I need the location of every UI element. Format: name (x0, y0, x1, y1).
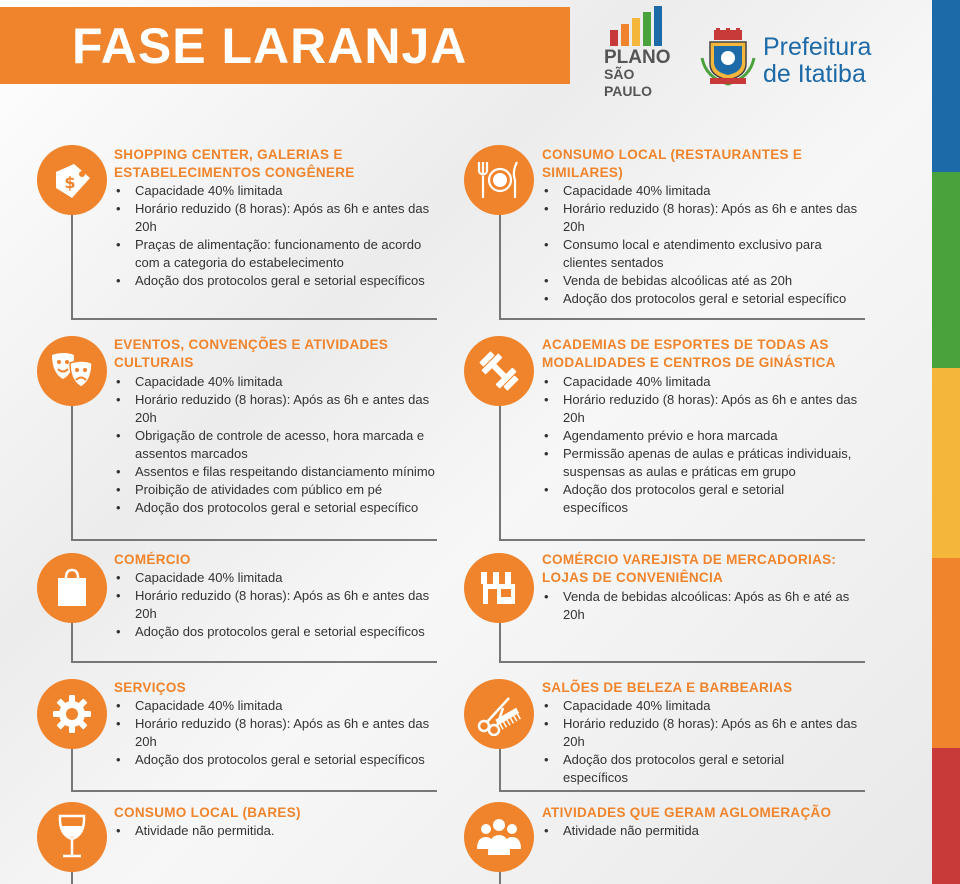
list-item: • Permissão apenas de aulas e práticas individuais, suspensas as aulas e práticas em grupo (542, 445, 872, 481)
color-stripe-green (932, 172, 960, 368)
list-item: • Capacidade 40% limitada (114, 373, 444, 391)
list-item: • Capacidade 40% limitada (114, 697, 444, 715)
plano-bars-icon (604, 4, 686, 46)
section-icon-circle (464, 145, 534, 215)
divider-line (499, 539, 865, 541)
section-title: CULTURAIS (114, 355, 194, 370)
section-title: ATIVIDADES QUE GERAM AGLOMERAÇÃO (542, 805, 832, 820)
divider-line (499, 661, 865, 663)
wine-glass-icon (54, 813, 90, 861)
section-title: LOJAS DE CONVENIÊNCIA (542, 570, 724, 585)
list-item: • Horário reduzido (8 horas): Após as 6h e antes das 20h (542, 715, 863, 751)
color-stripe-orange (932, 558, 960, 748)
list-item: • Capacidade 40% limitada (114, 569, 444, 587)
theater-masks-icon (48, 349, 96, 393)
shopping-bag-icon (52, 566, 92, 610)
list-item: • Agendamento prévio e hora marcada (542, 427, 872, 445)
list-item: • Praças de alimentação: funcionamento de acordo com a categoria do estabelecimento (114, 236, 444, 272)
list-item: • Adoção dos protocolos geral e setorial específico (542, 290, 882, 308)
list-item: • Adoção dos protocolos geral e setorial específico (114, 499, 444, 517)
prefeitura-name (763, 34, 871, 88)
divider-line (71, 539, 437, 541)
section-title: MODALIDADES E CENTROS DE GINÁSTICA (542, 355, 836, 370)
section-title: ACADEMIAS DE ESPORTES DE TODAS AS (542, 337, 829, 352)
list-item: • Adoção dos protocolos geral e setorial específicos (114, 751, 444, 769)
color-stripe-red (932, 748, 960, 884)
list-item: • Capacidade 40% limitada (542, 697, 872, 715)
phase-title-banner (0, 7, 570, 84)
section-title: ESTABELECIMENTOS CONGÊNERE (114, 165, 355, 180)
section-icon-circle (37, 145, 107, 215)
section-title: COMÉRCIO VAREJISTA DE MERCADORIAS: (542, 552, 837, 567)
plano-line2: SÃO PAULO (604, 66, 652, 99)
section-icon-circle (464, 679, 534, 749)
section-title: SALÕES DE BELEZA E BARBEARIAS (542, 680, 793, 695)
page-title: FASE LARANJA (72, 17, 468, 74)
list-item: • Adoção dos protocolos geral e setorial específicos (114, 623, 444, 641)
section-icon-circle (464, 802, 534, 872)
scissors-comb-icon (475, 692, 523, 736)
section-title: COMÉRCIO (114, 552, 191, 567)
plano-sao-paulo-logo (604, 4, 686, 99)
divider-line (499, 318, 865, 320)
crowd-icon (474, 815, 524, 859)
color-stripe-blue (932, 0, 960, 172)
section-title: CONSUMO LOCAL (BARES) (114, 805, 301, 820)
section-title: EVENTOS, CONVENÇÕES E ATIVIDADES (114, 337, 389, 352)
section-icon-circle (464, 336, 534, 406)
prefeitura-line2: de Itatiba (763, 60, 866, 88)
list-item: • Horário reduzido (8 horas): Após as 6h e antes das 20h (114, 200, 444, 236)
list-item: • Adoção dos protocolos geral e setorial específicos (542, 751, 823, 787)
city-crest-icon (700, 28, 756, 86)
list-item: • Adoção dos protocolos geral e setorial específicos (542, 481, 823, 517)
list-item: • Atividade não permitida. (114, 822, 444, 840)
section-icon-circle (37, 553, 107, 623)
storefront-icon (477, 568, 521, 608)
svg-text:$: $ (64, 173, 76, 192)
section-title: CONSUMO LOCAL (RESTAURANTES E (542, 147, 803, 162)
color-stripe-yellow (932, 368, 960, 558)
divider-line (499, 790, 865, 792)
list-item: • Horário reduzido (8 horas): Após as 6h e antes das 20h (542, 200, 863, 236)
fork-plate-knife-icon (474, 158, 524, 202)
section-icon-circle (37, 336, 107, 406)
list-item: • Atividade não permitida (542, 822, 872, 840)
list-item: • Venda de bebidas alcoólicas: Após as 6h e até as 20h (542, 588, 863, 624)
list-item: • Adoção dos protocolos geral e setorial específicos (114, 272, 444, 290)
gear-icon (50, 692, 94, 736)
prefeitura-line1: Prefeitura (763, 33, 872, 61)
price-tag-icon (50, 158, 94, 202)
list-item: • Capacidade 40% limitada (114, 182, 444, 200)
list-item: • Horário reduzido (8 horas): Após as 6h e antes das 20h (542, 391, 863, 427)
list-item: • Proibição de atividades com público em pé (114, 481, 444, 499)
section-title: SIMILARES) (542, 165, 624, 180)
list-item: • Capacidade 40% limitada (542, 182, 882, 200)
list-item: • Consumo local e atendimento exclusivo para clientes sentados (542, 236, 863, 272)
list-item: • Horário reduzido (8 horas): Após as 6h e antes das 20h (114, 715, 444, 751)
plano-line1: PLANO (604, 47, 671, 68)
section-icon-circle (37, 679, 107, 749)
section-title: SHOPPING CENTER, GALERIAS E (114, 147, 343, 162)
list-item: • Venda de bebidas alcoólicas até as 20h (542, 272, 882, 290)
dumbbell-icon (477, 349, 521, 393)
divider-line (71, 318, 437, 320)
list-item: • Capacidade 40% limitada (542, 373, 872, 391)
section-icon-circle (464, 553, 534, 623)
list-item: • Assentos e filas respeitando distanciamento mínimo (114, 463, 444, 481)
list-item: • Horário reduzido (8 horas): Após as 6h e antes das 20h (114, 391, 444, 427)
divider-line (71, 661, 437, 663)
list-item: • Obrigação de controle de acesso, hora marcada e assentos marcados (114, 427, 444, 463)
section-icon-circle (37, 802, 107, 872)
divider-line (71, 790, 437, 792)
section-title: SERVIÇOS (114, 680, 186, 695)
list-item: • Horário reduzido (8 horas): Após as 6h e antes das 20h (114, 587, 444, 623)
